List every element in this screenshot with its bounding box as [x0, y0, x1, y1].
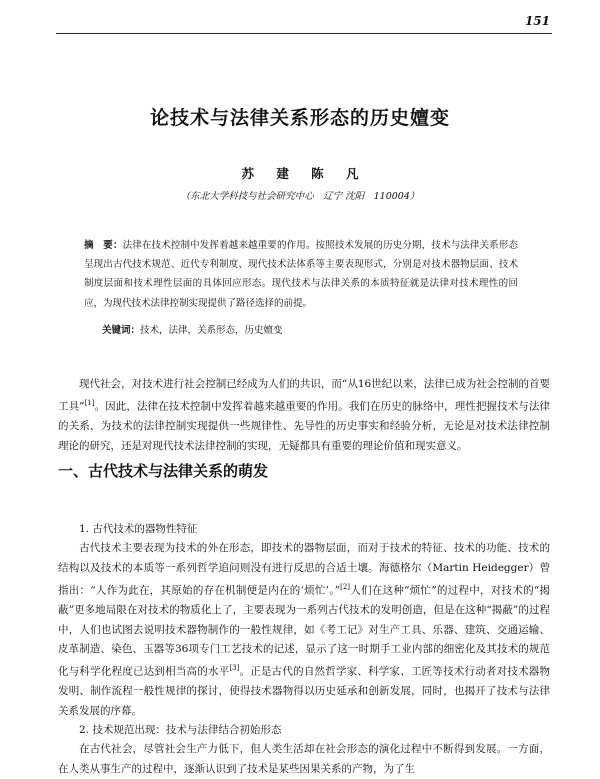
keywords [102, 323, 518, 339]
sub1-text-c: 。正是古代的自然哲学家、科学家、工匠等技术行动者对技术器物发明、制作流程一般性规律的探讨，使得技术器物得以历史延承和创新发展，同时，也揭开了技术与法律关系发展的序幕。 [58, 665, 550, 717]
section-1-body [58, 520, 550, 779]
subsection-1-paragraph [58, 539, 550, 721]
sub1-text-a: 古代技术主要表现为技术的外在形态，即技术的器物层面，而对于技术的特征、技术的功能、技术的结构以及技术的本质等一系列哲学追问则没有进行反思的合适土壤。海德格尔（Martin Heidegger）曾指出：“人作为此在，其原始的存在机制便是内在的‘烦忙’。” [58, 542, 550, 597]
abstract [84, 236, 518, 313]
section-1-heading: 一、古代技术与法律关系的萌发 [58, 462, 269, 480]
intro-paragraph [58, 375, 550, 456]
keywords-label: 关键词： [102, 325, 141, 336]
subsection-2-heading: 2. 技术规范出现：技术与法律结合初始形态 [79, 724, 282, 737]
citation-2: [2] [340, 583, 351, 592]
page-number: 151 [524, 14, 550, 28]
keywords-text: 技术，法律，关系形态，历史嬗变 [140, 325, 283, 336]
header-rule [56, 33, 552, 34]
authors: 苏 建 陈 凡 [241, 166, 359, 181]
citation-1: [1] [84, 399, 95, 408]
intro-text-2: 。因此，法律在技术控制中发挥着越来越重要的作用。我们在历史的脉络中，理性把握技术与法律的关系，为技术的法律控制实现提供一些规律性、先导性的历史事实和经验分析，无论是对技术法律控制理论的研究，还是对现代技术法律控制的实现，无疑都具有重要的理论价值和现实意义。 [58, 400, 550, 452]
abstract-text: 法律在技术控制中发挥着越来越重要的作用。按照技术发展的历史分期，技术与法律关系形态呈现出古代技术规范、近代专利制度、现代技术法体系等主要表现形式，分别是对技术器物层面、技术制度层面和技术理性层面的具体回应形态。现代技术与法律关系的本质特征就是法律对技术理性的回应，为现代技术法律控制实现提供了路径选择的前提。 [84, 240, 518, 309]
intro-text-1: 现代社会，对技术进行社会控制已经成为人们的共识，而“从16世纪以来，法律已成为社会控制的首要工具” [58, 378, 550, 413]
subsection-1-heading: 1. 古代技术的器物性特征 [79, 523, 198, 535]
abstract-label: 摘 要： [84, 240, 123, 251]
affiliation: （东北大学科技与社会研究中心 辽宁 沈阳 110004） [180, 191, 420, 202]
article-title: 论技术与法律关系形态的历史嬗变 [149, 107, 450, 129]
sub1-text-b: 人们在这种“烦忙”的过程中，对技术的“揭蔽”更多地局限在对技术的物质化上了，主要表现为一系列古代技术的发明创造，但是在这种“揭蔽”的过程中，人们也试图去说明技术器物制作的一般性规律，如《考工记》对生产工具、乐器、建筑、交通运输、皮革制造、染色、玉器等36项专门工艺技术的记述，显示了这一时期手工业内部的细密化及其技术的规范化与科学化程度已达到相当高的水平 [58, 584, 550, 678]
citation-3: [3] [229, 664, 240, 673]
subsection-2-paragraph: 在古代社会，尽管社会生产力低下，但人类生活却在社会形态的演化过程中不断得到发展。一方面，在人类从事生产的过程中，逐渐认识到了技术是某些因果关系的产物，为了生 [58, 743, 550, 775]
